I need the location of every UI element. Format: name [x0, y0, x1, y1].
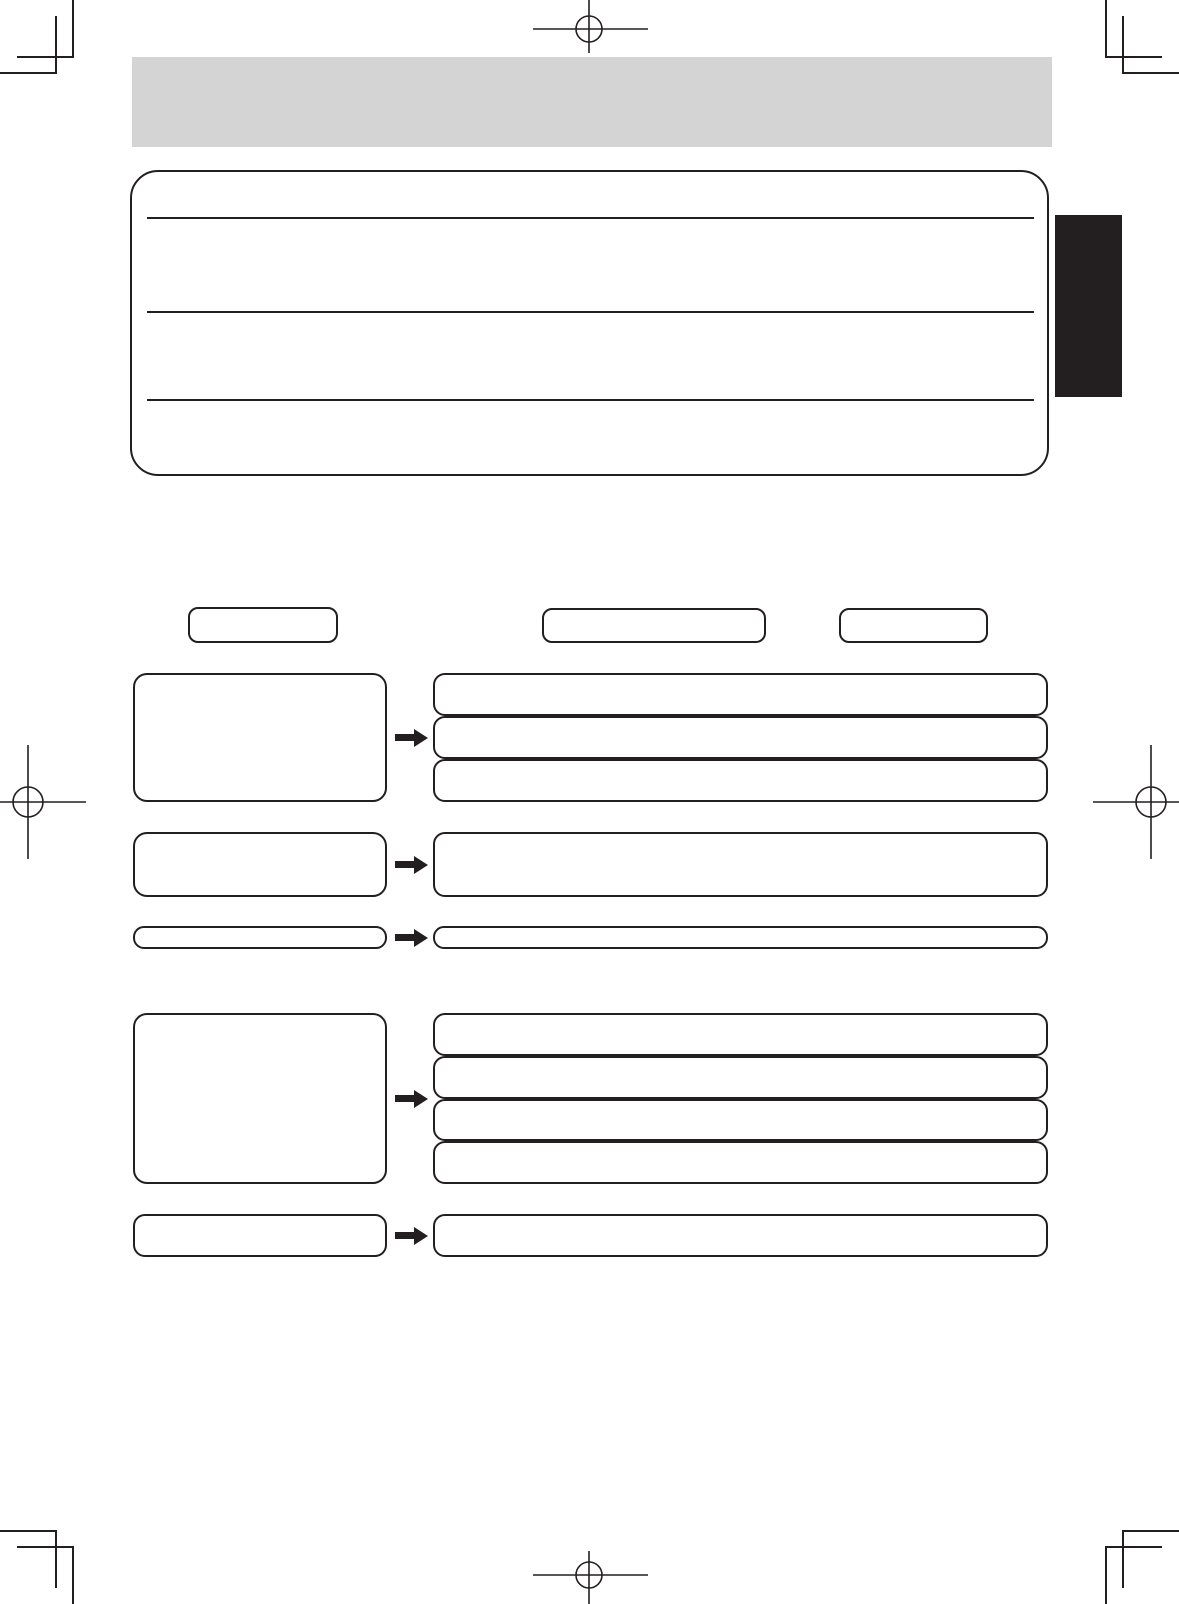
flow-result-column: [433, 832, 1048, 897]
flow-source-box: [133, 832, 387, 897]
flow-result-column: [433, 673, 1048, 802]
flow-source-box: [133, 926, 387, 949]
registration-target-bottom-icon: [533, 1551, 648, 1604]
label-pill-1: [188, 607, 338, 643]
crop-mark-bottom-right-icon: [1106, 1531, 1179, 1604]
flow-group-5: [133, 1214, 1048, 1257]
flow-result-row: [433, 1013, 1048, 1056]
notice-rule: [147, 311, 1034, 313]
right-arrow-icon: [395, 729, 428, 747]
flow-source-box: [133, 673, 387, 802]
crop-mark-bottom-left-icon: [0, 1531, 73, 1604]
flow-result-row: [433, 759, 1048, 802]
registration-target-right-icon: [1093, 745, 1179, 859]
crop-mark-top-left-icon: [0, 0, 73, 73]
chapter-edge-tab: [1055, 215, 1122, 397]
notice-rule: [147, 399, 1034, 401]
notice-rule: [147, 217, 1034, 219]
flow-result-row: [433, 926, 1048, 949]
flow-result-row: [433, 1141, 1048, 1184]
flow-result-row: [433, 716, 1048, 759]
flow-source-box: [133, 1013, 387, 1184]
chapter-header-bar: [132, 57, 1052, 147]
right-arrow-icon: [395, 929, 428, 947]
registration-target-top-icon: [533, 0, 648, 53]
label-pill-3: [839, 608, 988, 643]
flow-result-column: [433, 1013, 1048, 1184]
right-arrow-icon: [395, 1227, 428, 1245]
registration-target-left-icon: [0, 745, 86, 859]
label-pill-2: [542, 608, 766, 643]
flow-result-row: [433, 1099, 1048, 1142]
crop-mark-top-right-icon: [1106, 0, 1179, 73]
right-arrow-icon: [395, 856, 428, 874]
flow-result-row: [433, 1056, 1048, 1099]
right-arrow-icon: [395, 1090, 428, 1108]
flow-result-column: [433, 926, 1048, 949]
flow-source-box: [133, 1214, 387, 1257]
flow-group-4: [133, 1013, 1048, 1184]
flow-result-row: [433, 832, 1048, 897]
flow-group-3: [133, 926, 1048, 949]
flow-result-row: [433, 1214, 1048, 1257]
flow-result-column: [433, 1214, 1048, 1257]
flow-result-row: [433, 673, 1048, 716]
flow-group-1: [133, 673, 1048, 802]
notice-box: [130, 170, 1049, 476]
flow-group-2: [133, 832, 1048, 897]
